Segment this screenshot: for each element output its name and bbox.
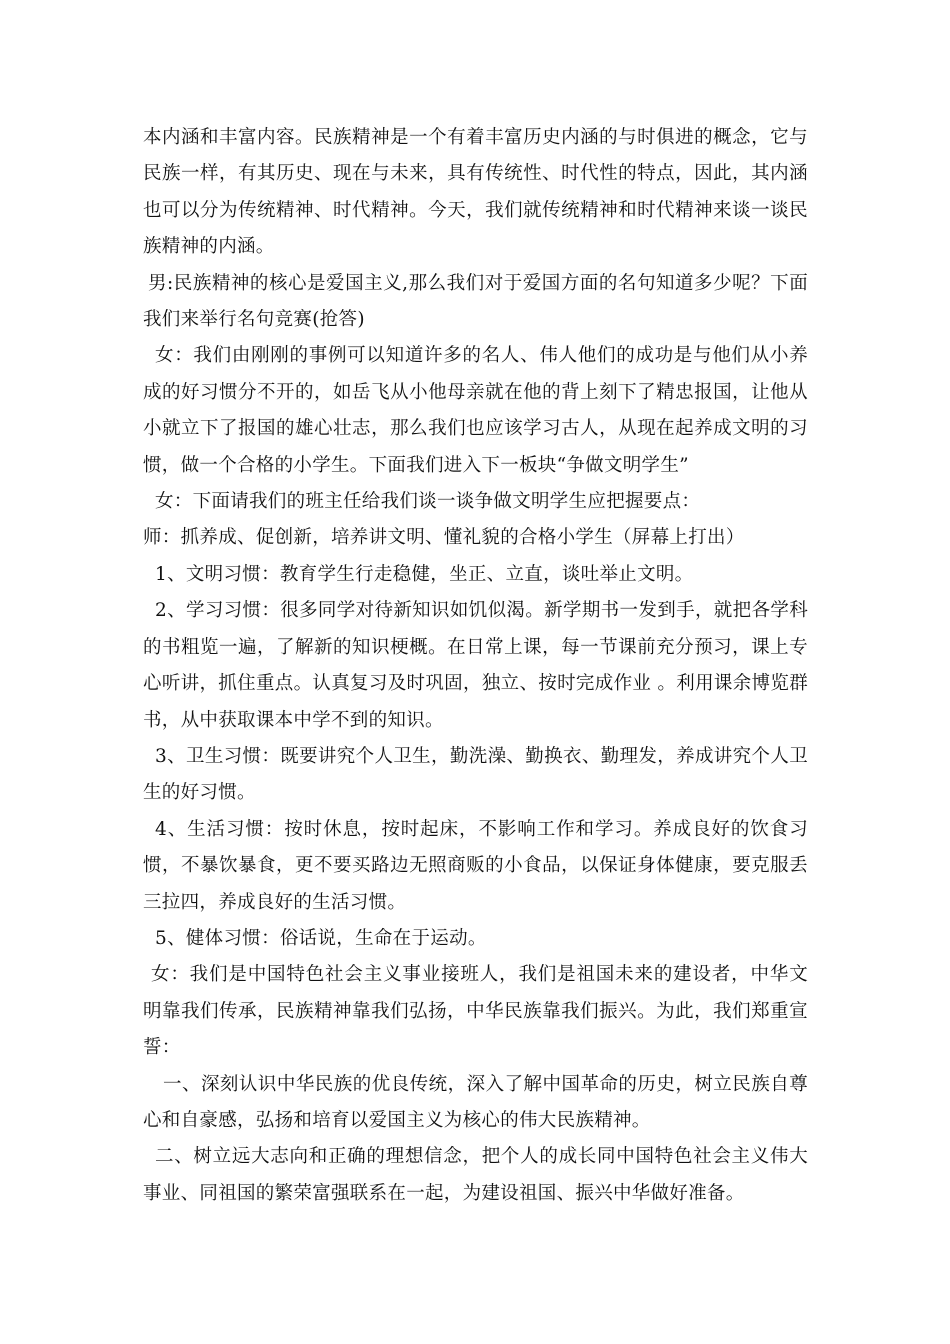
- list-item-fitness-habits: 5、健体习惯：俗话说，生命在于运动。: [155, 927, 487, 949]
- list-item-hygiene-habits: 3、卫生习惯：既要讲究个人卫生，勤洗澡、勤换衣、勤理发，养成讲究个人卫生的好习惯。: [143, 745, 808, 804]
- paragraph-female-host-habits: 女：我们由刚刚的事例可以知道许多的名人、伟人他们的成功是与他们从小养成的好习惯分不开的，如岳飞从小他母亲就在他的背上刻下了精忠报国，让他从小就立下了报国的雄心壮志，那么我们也应该学习古人，从现在起养成文明的习惯，做一个合格的小学生。下面我们进入下一板块“争做文明学生”: [143, 345, 808, 476]
- pledge-item-two: 二、树立远大志向和正确的理想信念，把个人的成长同中国特色社会主义伟大事业、同祖国的繁荣富强联系在一起，为建设祖国、振兴中华做好准备。: [143, 1146, 808, 1204]
- list-item-civilized-habits: 1、文明习惯：教育学生行走稳健，坐正、立直，谈吐举止文明。: [155, 563, 694, 585]
- paragraph-female-host-pledge: 女：我们是中国特色社会主义事业接班人，我们是祖国未来的建设者，中华文明靠我们传承，民族精神靠我们弘扬，中华民族靠我们振兴。为此，我们郑重宣誓：: [143, 964, 808, 1059]
- paragraph-female-host-teacher: 女：下面请我们的班主任给我们谈一谈争做文明学生应把握要点：: [155, 491, 701, 513]
- list-item-study-habits: 2、学习习惯：很多同学对待新知识如饥似渴。新学期书一发到手，就把各学科的书粗览一遍，了解新的知识梗概。在日常上课，每一节课前充分预习，课上专心听讲，抓住重点。认真复习及时巩固，独立、按时完成作业 。利用课余博览群书，从中获取课本中学不到的知识。: [143, 600, 808, 731]
- pledge-item-one: 一、深刻认识中华民族的优良传统，深入了解中国革命的历史，树立民族自尊心和自豪感，弘扬和培育以爱国主义为核心的伟大民族精神。: [143, 1073, 808, 1131]
- paragraph-national-spirit-intro: 本内涵和丰富内容。民族精神是一个有着丰富历史内涵的与时俱进的概念，它与民族一样，有其历史、现在与未来，具有传统性、时代性的特点，因此，其内涵也可以分为传统精神、时代精神。今天，我们就传统精神和时代精神来谈一谈民族精神的内涵。: [143, 127, 808, 258]
- document-body: [143, 120, 808, 1212]
- paragraph-teacher: 师：抓养成、促创新，培养讲文明、懂礼貌的合格小学生（屏幕上打出）: [143, 527, 745, 549]
- list-item-life-habits: 4、生活习惯：按时休息，按时起床，不影响工作和学习。养成良好的饮食习惯，不暴饮暴食，更不要买路边无照商贩的小食品，以保证身体健康，要克服丢三拉四，养成良好的生活习惯。: [143, 818, 808, 913]
- paragraph-male-host-quotes: 男:民族精神的核心是爱国主义,那么我们对于爱国方面的名句知道多少呢？下面我们来举行名句竞赛(抢答): [143, 272, 808, 331]
